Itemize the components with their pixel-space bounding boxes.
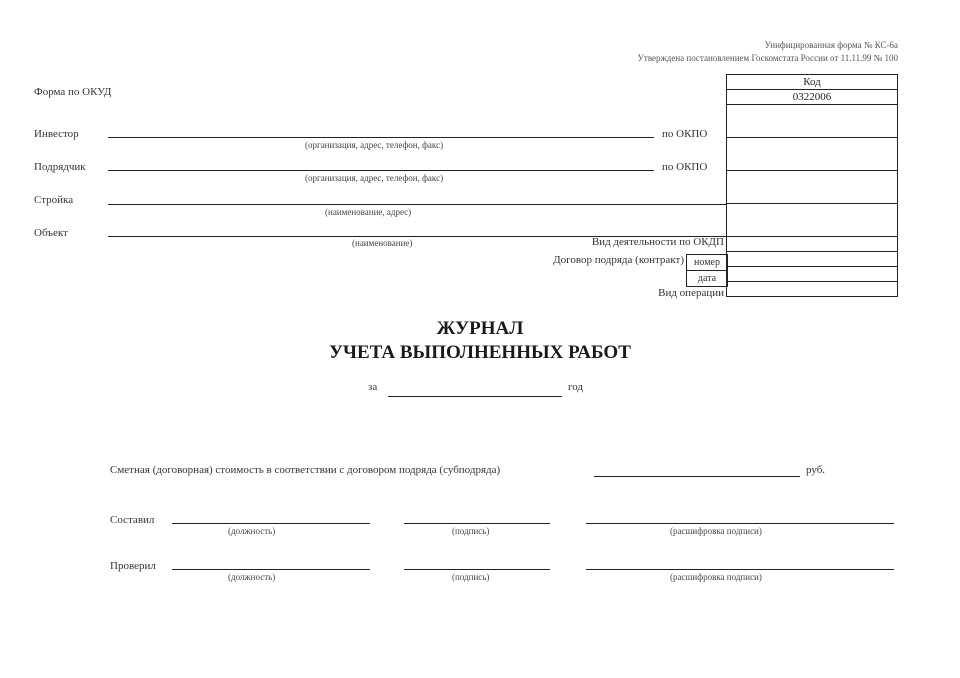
- estimate-currency: руб.: [806, 464, 826, 476]
- period-year-line[interactable]: [388, 396, 562, 397]
- object-label: Объект: [34, 227, 68, 239]
- period-year-label: год: [568, 381, 584, 393]
- construction-caption: (наименование, адрес): [325, 207, 412, 217]
- compiled-signature-caption: (подпись): [452, 526, 490, 536]
- compiled-decode-line[interactable]: [586, 523, 894, 524]
- estimate-label: Сметная (договорная) стоимость в соответствии с договором подряда (субподряда): [110, 464, 501, 476]
- investor-okpo-label: по ОКПО: [662, 128, 708, 140]
- okud-label: Форма по ОКУД: [34, 86, 112, 98]
- investor-label: Инвестор: [34, 128, 79, 140]
- operation-label: Вид операции: [658, 287, 724, 299]
- contract-label: Договор подряда (контракт): [553, 254, 684, 266]
- investor-okpo-cell[interactable]: [727, 105, 898, 138]
- compiled-decode-caption: (расшифровка подписи): [670, 526, 762, 536]
- codes-table: [726, 74, 898, 297]
- checked-signature-caption: (подпись): [452, 572, 490, 582]
- okdp-cell[interactable]: [727, 237, 898, 252]
- construction-line[interactable]: [108, 204, 726, 205]
- compiled-position-caption: (должность): [228, 526, 276, 536]
- investor-caption: (организация, адрес, телефон, факс): [305, 140, 444, 150]
- checked-signature-line[interactable]: [404, 569, 550, 570]
- form-number: Унифицированная форма № КС-6а: [764, 40, 898, 50]
- checked-label: Проверил: [110, 560, 156, 572]
- object-code-cell[interactable]: [727, 204, 898, 237]
- construction-label: Стройка: [34, 194, 74, 206]
- contract-date-label: дата: [686, 270, 728, 287]
- contract-date-cell[interactable]: [727, 267, 898, 282]
- contract-number-cell[interactable]: [727, 252, 898, 267]
- checked-position-caption: (должность): [228, 572, 276, 582]
- contract-number-label: номер: [686, 254, 728, 271]
- checked-decode-line[interactable]: [586, 569, 894, 570]
- construction-code-cell[interactable]: [727, 171, 898, 204]
- checked-decode-caption: (расшифровка подписи): [670, 572, 762, 582]
- contractor-line[interactable]: [108, 170, 654, 171]
- activity-label: Вид деятельности по ОКДП: [591, 236, 724, 248]
- compiled-position-line[interactable]: [172, 523, 370, 524]
- contractor-caption: (организация, адрес, телефон, факс): [305, 173, 444, 183]
- checked-position-line[interactable]: [172, 569, 370, 570]
- codes-header: Код: [727, 75, 898, 90]
- compiled-signature-line[interactable]: [404, 523, 550, 524]
- object-caption: (наименование): [352, 238, 413, 248]
- contractor-label: Подрядчик: [34, 161, 86, 173]
- estimate-line[interactable]: [594, 476, 800, 477]
- approval-note: Утверждена постановлением Госкомстата России от 11.11.99 № 100: [637, 53, 898, 63]
- period-for-label: за: [368, 381, 378, 393]
- contractor-okpo-label: по ОКПО: [662, 161, 708, 173]
- contractor-okpo-cell[interactable]: [727, 138, 898, 171]
- journal-title: ЖУРНАЛ: [436, 318, 524, 339]
- operation-type-cell[interactable]: [727, 282, 898, 297]
- journal-subtitle: УЧЕТА ВЫПОЛНЕННЫХ РАБОТ: [329, 342, 631, 363]
- okud-code-cell[interactable]: 0322006: [727, 90, 898, 105]
- investor-line[interactable]: [108, 137, 654, 138]
- compiled-label: Составил: [110, 514, 155, 526]
